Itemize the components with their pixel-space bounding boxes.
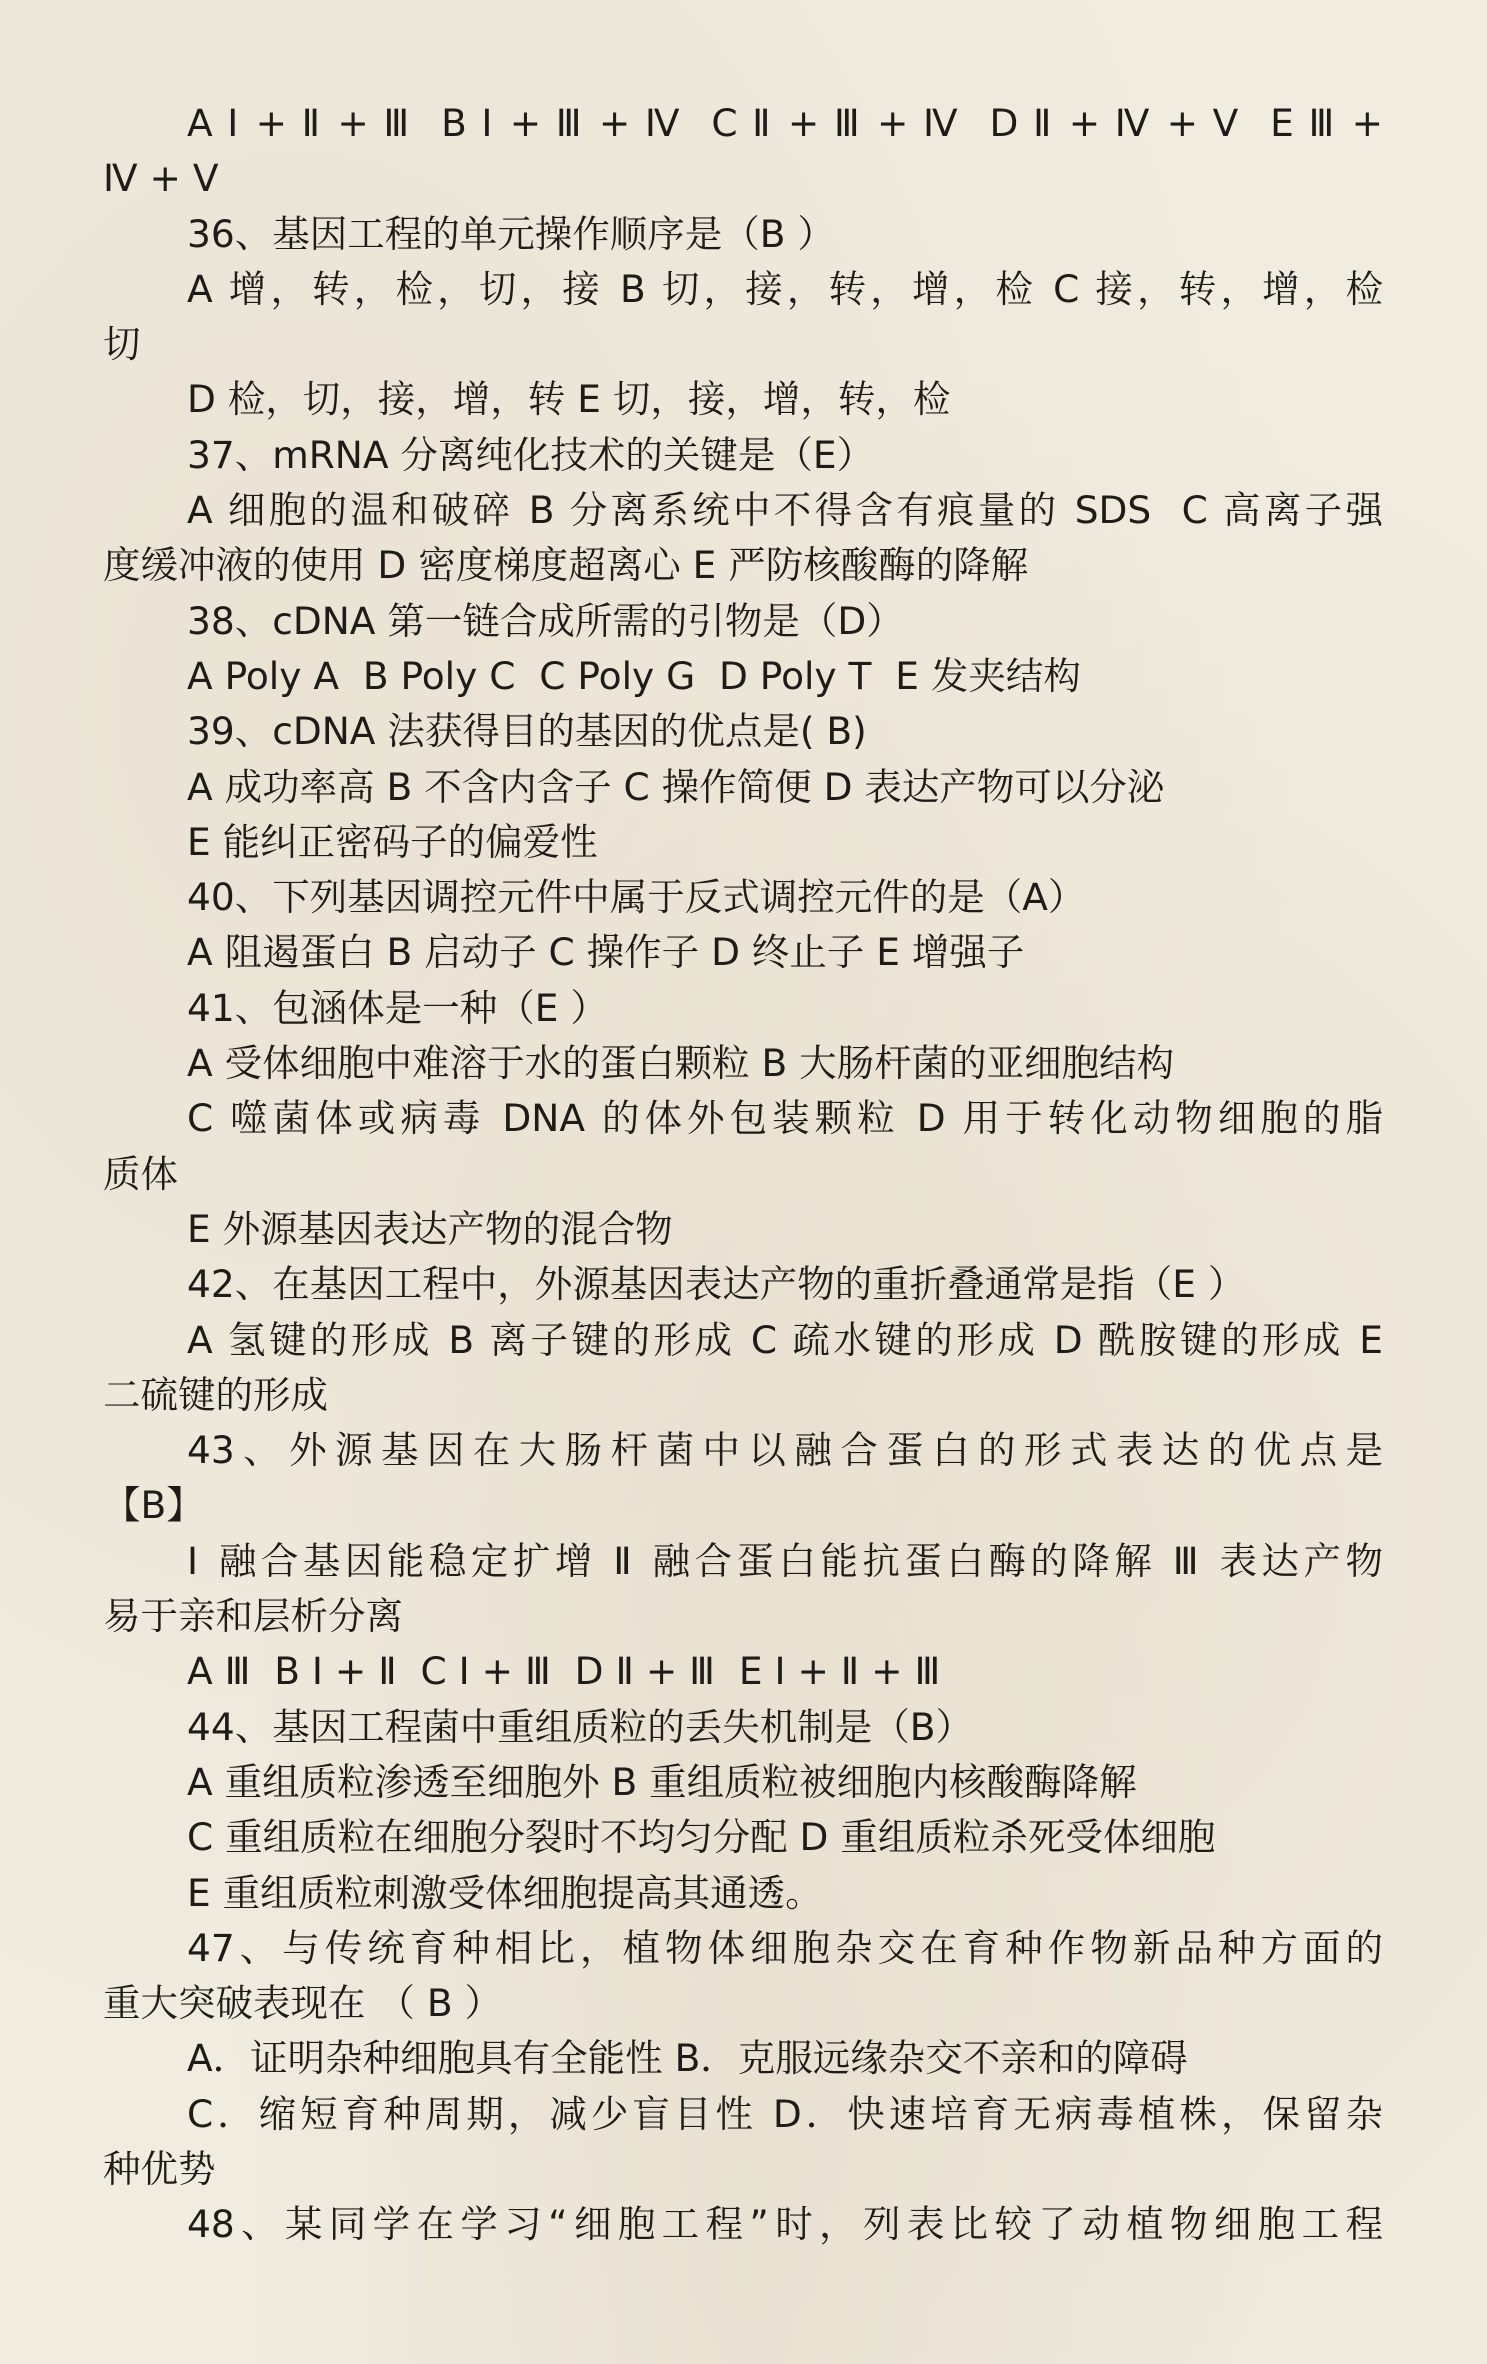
text-line: 38、cDNA 第一链合成所需的引物是（D）	[187, 598, 904, 643]
text-line: 48、某同学在学习“细胞工程”时，列表比较了动植物细胞工程	[187, 2202, 1383, 2247]
text-line: A 受体细胞中难溶于水的蛋白颗粒 B 大肠杆菌的亚细胞结构	[187, 1041, 1175, 1086]
text-line: 切	[103, 322, 141, 367]
text-line: A 增，转，检，切，接 B 切，接，转，增，检 C 接，转，增，检	[187, 266, 1383, 311]
text-line: Ⅰ 融合基因能稳定扩增 Ⅱ 融合蛋白能抗蛋白酶的降解 Ⅲ 表达产物	[187, 1538, 1383, 1583]
text-line: C．缩短育种周期，减少盲目性 D．快速培育无病毒植株，保留杂	[187, 2091, 1383, 2136]
text-line: 36、基因工程的单元操作顺序是（B ）	[187, 211, 835, 256]
text-line: 44、基因工程菌中重组质粒的丢失机制是（B）	[187, 1704, 973, 1749]
text-line: C 噬菌体或病毒 DNA 的体外包装颗粒 D 用于转化动物细胞的脂	[187, 1096, 1383, 1141]
text-line: A 阻遏蛋白 B 启动子 C 操作子 D 终止子 E 增强子	[187, 930, 1025, 975]
text-line: 重大突破表现在 （ B ）	[103, 1981, 502, 2026]
text-line: 【B】	[103, 1483, 204, 1528]
text-line: 37、mRNA 分离纯化技术的关键是（E）	[187, 432, 875, 477]
text-line: E 外源基因表达产物的混合物	[187, 1206, 673, 1251]
text-line: A Ⅰ + Ⅱ + Ⅲ B Ⅰ + Ⅲ + Ⅳ C Ⅱ + Ⅲ + Ⅳ D Ⅱ + Ⅳ + Ⅴ E Ⅲ +	[187, 101, 1383, 145]
text-line: C 重组质粒在细胞分裂时不均匀分配 D 重组质粒杀死受体细胞	[187, 1815, 1216, 1860]
text-line: Ⅳ + Ⅴ	[103, 156, 219, 201]
text-line: 质体	[103, 1151, 178, 1196]
text-line: 43、外源基因在大肠杆菌中以融合蛋白的形式表达的优点是	[187, 1428, 1383, 1473]
text-line: A Poly A B Poly C C Poly G D Poly T E 发夹结构	[187, 653, 1081, 698]
text-line: A 成功率高 B 不含内含子 C 操作简便 D 表达产物可以分泌	[187, 764, 1165, 809]
text-line: 40、下列基因调控元件中属于反式调控元件的是（A）	[187, 875, 1086, 920]
text-line: 二硫键的形成	[103, 1372, 328, 1417]
text-line: A Ⅲ B Ⅰ + Ⅱ C Ⅰ + Ⅲ D Ⅱ + Ⅲ E Ⅰ + Ⅱ + Ⅲ	[187, 1649, 941, 1694]
text-line: A 重组质粒渗透至细胞外 B 重组质粒被细胞内核酸酶降解	[187, 1759, 1137, 1804]
text-line: 42、在基因工程中，外源基因表达产物的重折叠通常是指（E ）	[187, 1262, 1246, 1307]
text-line: A 细胞的温和破碎 B 分离系统中不得含有痕量的 SDS C 高离子强	[187, 488, 1383, 533]
text-line: E 能纠正密码子的偏爱性	[187, 819, 598, 864]
text-line: 度缓冲液的使用 D 密度梯度超离心 E 严防核酸酶的降解	[103, 543, 1029, 588]
text-line: A．证明杂种细胞具有全能性 B．克服远缘杂交不亲和的障碍	[187, 2036, 1188, 2081]
text-line: E 重组质粒刺激受体细胞提高其通透。	[187, 1870, 823, 1915]
text-line: 47、与传统育种相比，植物体细胞杂交在育种作物新品种方面的	[187, 1925, 1383, 1970]
text-line: 41、包涵体是一种（E ）	[187, 985, 608, 1030]
text-line: A 氢键的形成 B 离子键的形成 C 疏水键的形成 D 酰胺键的形成 E	[187, 1317, 1383, 1362]
text-line: 易于亲和层析分离	[103, 1594, 403, 1639]
text-line: D 检，切，接，增，转 E 切，接，增，转，检	[187, 377, 951, 422]
text-line: 39、cDNA 法获得目的基因的优点是( B)	[187, 709, 867, 754]
text-line: 种优势	[103, 2146, 216, 2191]
